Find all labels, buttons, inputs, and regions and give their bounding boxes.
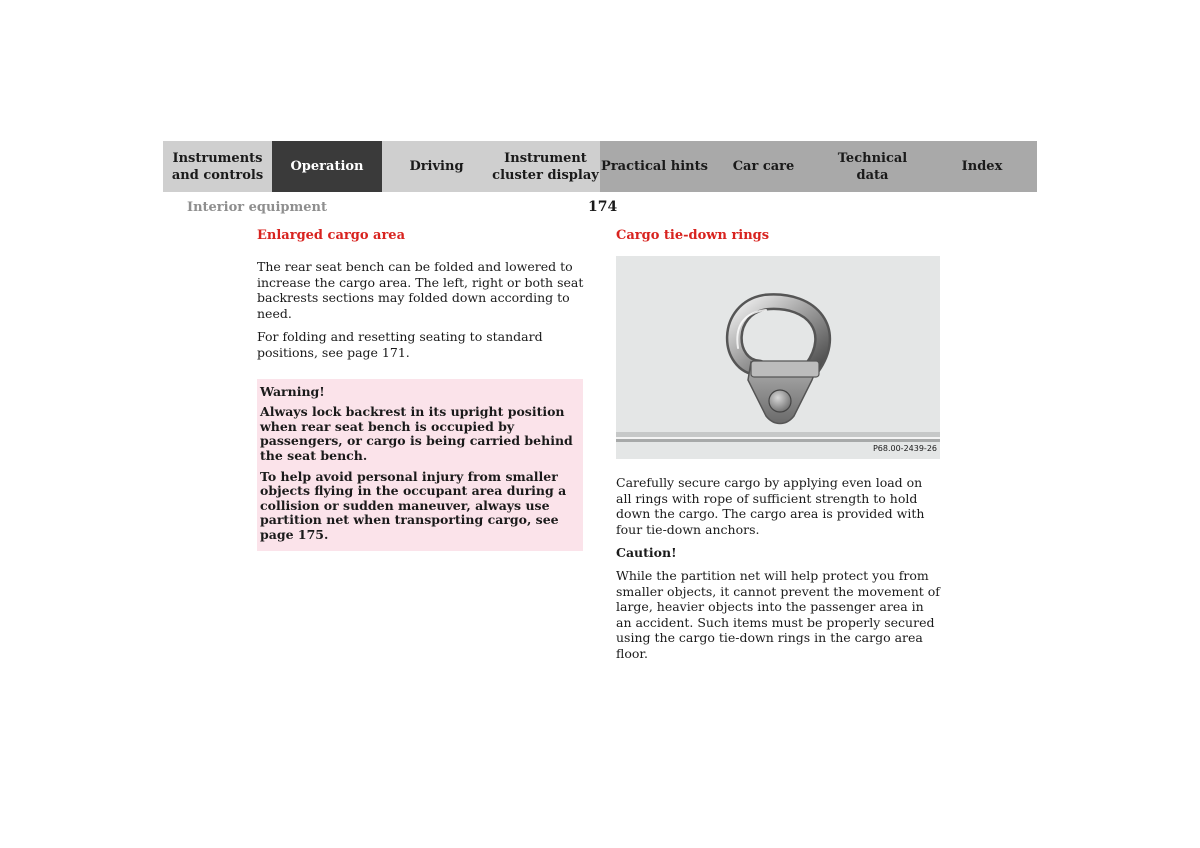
chapter-tabs [163, 141, 1037, 192]
tab-instrument-cluster-display[interactable]: Instrument cluster display [491, 141, 600, 192]
left-column [257, 228, 587, 551]
tab-practical-hints[interactable]: Practical hints [600, 141, 709, 192]
caution-title: Caution! [616, 545, 677, 561]
enlarged-cargo-area-heading: Enlarged cargo area [257, 228, 405, 243]
tab-operation[interactable]: Operation [272, 141, 382, 192]
warning-paragraph-backrest: Always lock backrest in its upright position when rear seat bench is occupied by passengers, or cargo is being carried behind the seat bench. [260, 404, 573, 463]
cargo-area-paragraph: The rear seat bench can be folded and lowered to increase the cargo area. The left, right or both seat backrests sections may folded down according to need. [257, 259, 584, 321]
tab-car-care[interactable]: Car care [709, 141, 818, 192]
tie-down-ring-drawing [616, 256, 940, 459]
tab-instruments-and-controls[interactable]: Instruments and controls [163, 141, 272, 192]
cargo-tie-down-rings-heading: Cargo tie-down rings [616, 228, 770, 243]
folding-reference-paragraph: For folding and resetting seating to standard positions, see page 171. [257, 329, 543, 360]
figure-code: P68.00-2439-26 [872, 444, 937, 454]
tab-index[interactable]: Index [927, 141, 1037, 192]
warning-title: Warning! [260, 383, 325, 399]
tab-driving[interactable]: Driving [382, 141, 491, 192]
caution-paragraph: While the partition net will help protect you from smaller objects, it cannot prevent the movement of large, heavier objects into the passenger area in an accident. Such items must be properly secured using the cargo tie-down rings in the cargo area floor. [616, 567, 940, 661]
right-column [616, 228, 940, 670]
tie-down-ring-illustration [616, 256, 940, 459]
page-number: 174 [588, 199, 618, 215]
tab-technical-data[interactable]: Technical data [818, 141, 927, 192]
warning-paragraph-partition-net: To help avoid personal injury from smaller objects flying in the occupant area during a collision or sudden maneuver, always use partition net when transporting cargo, see page 175. [260, 468, 567, 542]
secure-cargo-paragraph: Carefully secure cargo by applying even load on all rings with rope of sufficient strength to hold down the cargo. The cargo area is provided with four tie-down anchors. [616, 475, 925, 537]
section-title: Interior equipment [187, 200, 327, 215]
warning-box [257, 379, 583, 551]
